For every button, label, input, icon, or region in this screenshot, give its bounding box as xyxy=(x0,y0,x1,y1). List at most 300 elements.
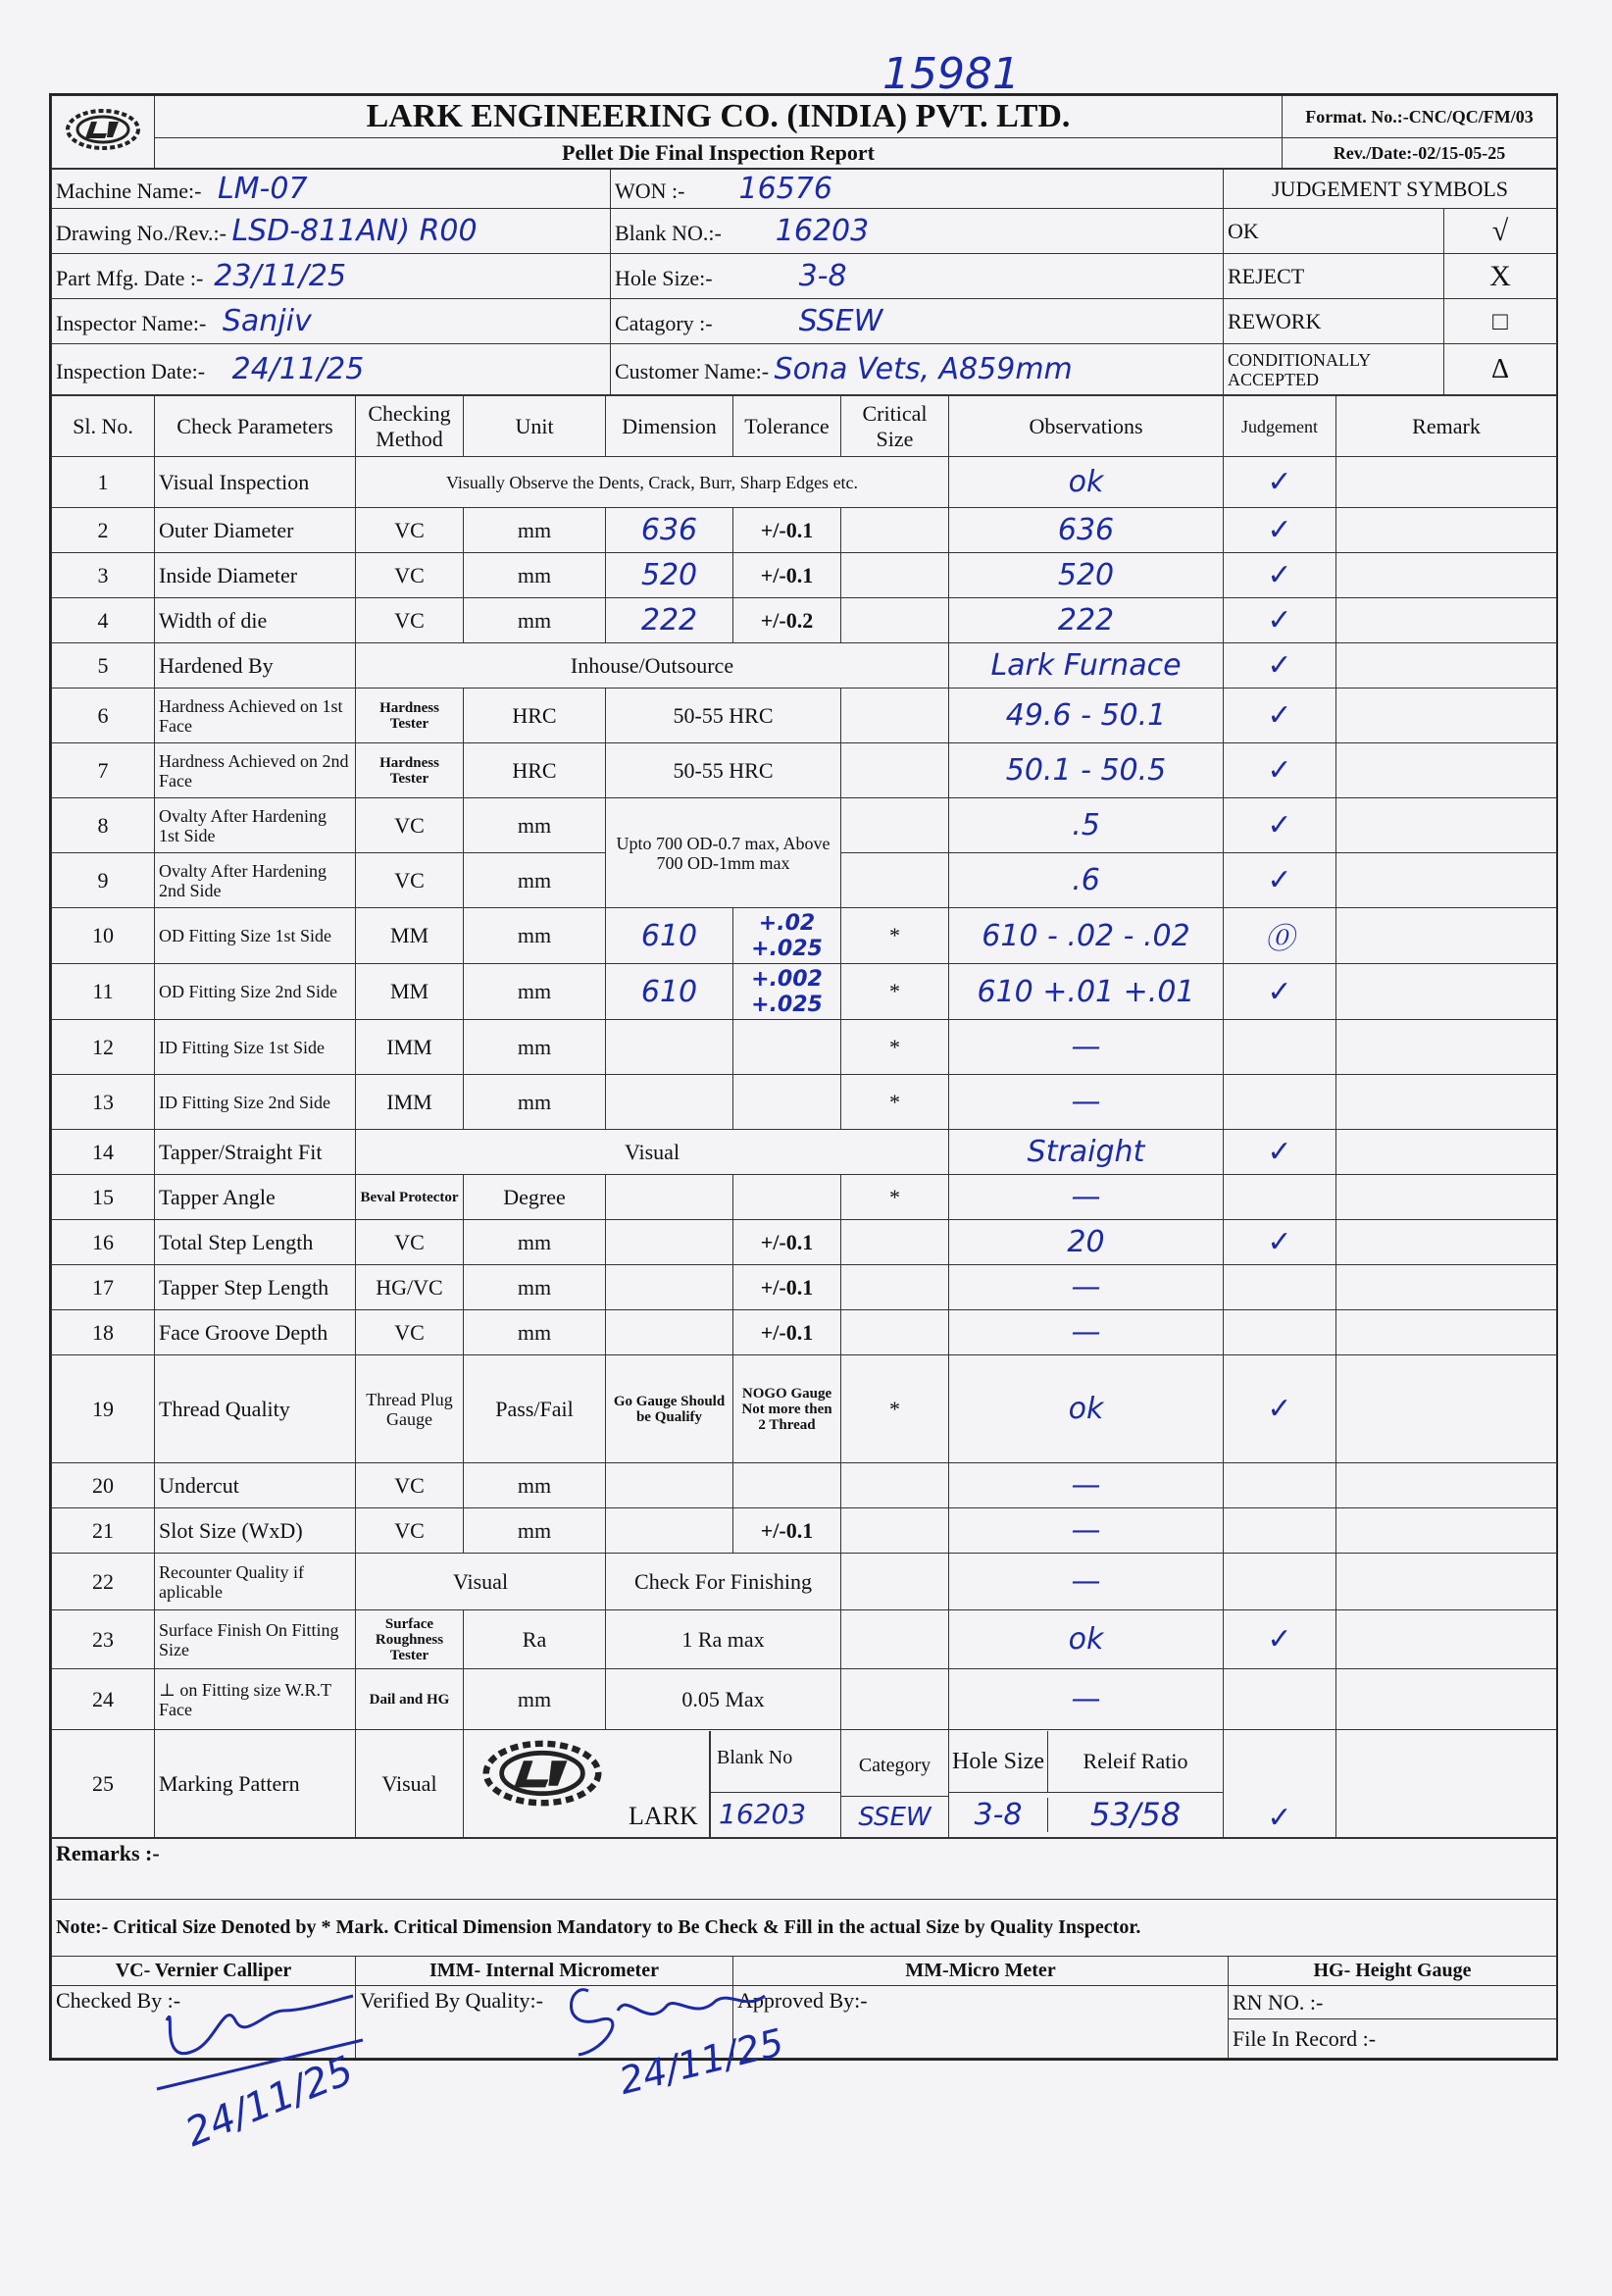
row-observation: — xyxy=(1071,1085,1101,1119)
row-span-spec: Visual xyxy=(624,1139,680,1164)
row-observation: — xyxy=(1071,1682,1101,1716)
col-tolerance: Tolerance xyxy=(733,396,841,457)
row-param: Ovalty After Hardening 1st Side xyxy=(159,805,327,845)
row-judgement: ✓ xyxy=(1267,648,1292,683)
marking-sl: 25 xyxy=(52,1730,155,1838)
verified-by-field: Verified By Quality:- xyxy=(356,1986,733,2059)
symbol-ok-icon: √ xyxy=(1444,209,1557,254)
row-method: MM xyxy=(389,923,429,947)
row-method: IMM xyxy=(386,1034,432,1059)
row-sl: 8 xyxy=(97,812,109,838)
row-param: Total Step Length xyxy=(159,1229,314,1254)
row-remark xyxy=(1336,743,1557,798)
format-number: Format. No.:-CNC/QC/FM/03 xyxy=(1283,96,1557,138)
row-sl: 2 xyxy=(97,517,109,542)
won-value: 16576 xyxy=(738,172,832,206)
marking-remark xyxy=(1336,1730,1557,1838)
row-remark xyxy=(1336,643,1557,689)
table-row xyxy=(52,643,1557,689)
row-observation: 20 xyxy=(1067,1225,1105,1259)
table-row xyxy=(52,1220,1557,1265)
machine-value: LM-07 xyxy=(217,172,308,206)
row-tolerance: +/-0.1 xyxy=(760,1517,814,1543)
blank-label: Blank NO.:- xyxy=(615,221,722,245)
customer-field xyxy=(611,344,1224,395)
ovalty-spec: Upto 700 OD-0.7 max, Above 700 OD-1mm max xyxy=(616,833,831,873)
customer-value: Sona Vets, A859mm xyxy=(774,352,1073,386)
row-critical: * xyxy=(889,1396,900,1421)
approved-by-field: Approved By:- xyxy=(733,1986,1229,2059)
row-remark xyxy=(1336,798,1557,853)
table-row xyxy=(52,1020,1557,1075)
inspector-field xyxy=(52,299,611,344)
row-observation: — xyxy=(1071,1513,1101,1548)
table-row xyxy=(52,964,1557,1020)
row-critical: * xyxy=(889,1089,900,1114)
row-method: VC xyxy=(394,867,425,893)
row-param: Thread Quality xyxy=(159,1396,290,1421)
table-row xyxy=(52,1669,1557,1730)
row-param: OD Fitting Size 1st Side xyxy=(159,926,332,945)
table-row xyxy=(52,598,1557,643)
col-remark: Remark xyxy=(1336,396,1557,457)
checked-by-date: 24/11/25 xyxy=(178,2048,360,2156)
row-sl: 7 xyxy=(97,757,109,783)
row-method: MM xyxy=(389,979,429,1003)
inspector-label: Inspector Name:- xyxy=(56,311,207,335)
row-judgement: ✓ xyxy=(1267,698,1292,733)
row-judgement: ✓ xyxy=(1267,753,1292,788)
row-observation: — xyxy=(1071,1468,1101,1503)
symbol-label-ok: OK xyxy=(1224,209,1444,254)
row-unit: Pass/Fail xyxy=(495,1396,574,1421)
row-observation: 610 - .02 - .02 xyxy=(982,918,1190,953)
row-method: VC xyxy=(394,607,425,633)
handwritten-serial-number: 15981 xyxy=(882,49,1020,99)
row-unit: mm xyxy=(517,812,552,838)
row-observation: ok xyxy=(1068,1392,1104,1426)
row-tolerance: +/-0.1 xyxy=(760,517,814,542)
row-observation: 50.1 - 50.5 xyxy=(1005,753,1167,788)
row-remark xyxy=(1336,1265,1557,1310)
row-method: Thread Plug Gauge xyxy=(366,1389,453,1429)
category-label: Catagory :- xyxy=(615,311,713,335)
row-span-spec: Inhouse/Outsource xyxy=(570,652,734,678)
row-method: VC xyxy=(394,1517,425,1543)
verified-by-date: 24/11/25 xyxy=(615,2020,788,2103)
row-dimension: 222 xyxy=(640,603,698,638)
row-sl: 20 xyxy=(92,1472,114,1498)
row-remark xyxy=(1336,598,1557,643)
row-unit: mm xyxy=(517,1089,552,1114)
row-observation: Straight xyxy=(1027,1135,1145,1169)
row-tolerance: +/-0.1 xyxy=(760,562,814,587)
blank-field xyxy=(611,209,1224,254)
inspection-sheet xyxy=(49,93,1558,2061)
row-param: Hardened By xyxy=(159,652,274,678)
row-observation: .6 xyxy=(1072,863,1100,897)
row-sl: 24 xyxy=(92,1686,114,1711)
row-judgement: ✓ xyxy=(1267,863,1292,897)
marking-method: Visual xyxy=(356,1730,464,1838)
row-tolerance: +/-0.1 xyxy=(760,1319,814,1345)
row-tolerance: +.02 +.025 xyxy=(751,911,823,961)
company-name: LARK ENGINEERING CO. (INDIA) PVT. LTD. xyxy=(155,96,1283,138)
table-row xyxy=(52,1265,1557,1310)
row-remark xyxy=(1336,964,1557,1020)
row-unit: HRC xyxy=(512,702,557,728)
row-unit: mm xyxy=(517,1229,552,1254)
col-unit: Unit xyxy=(464,396,606,457)
hole-size-field xyxy=(611,254,1224,299)
row-sl: 13 xyxy=(92,1089,114,1114)
table-row xyxy=(52,1130,1557,1175)
col-param: Check Parameters xyxy=(155,396,356,457)
row-observation: — xyxy=(1071,1180,1101,1214)
row-param: Slot Size (WxD) xyxy=(159,1517,303,1543)
row-remark xyxy=(1336,1554,1557,1610)
row-method: VC xyxy=(394,517,425,542)
inspection-rows xyxy=(52,457,1557,1730)
marking-relief-value: 53/58 xyxy=(1089,1796,1182,1833)
table-row xyxy=(52,1175,1557,1220)
table-row xyxy=(52,457,1557,508)
row-judgement: ✓ xyxy=(1267,974,1292,1009)
row-remark xyxy=(1336,1075,1557,1130)
row-sl: 9 xyxy=(97,867,109,893)
table-row xyxy=(52,1463,1557,1508)
table-row xyxy=(52,1310,1557,1355)
row-unit: mm xyxy=(517,1472,552,1498)
symbol-conditional-icon: Δ xyxy=(1444,344,1557,395)
legend-hg: HG- Height Gauge xyxy=(1229,1957,1557,1986)
judgement-symbols-title: JUDGEMENT SYMBOLS xyxy=(1224,170,1557,209)
row-sl: 17 xyxy=(92,1274,114,1300)
symbol-rework-icon: □ xyxy=(1444,299,1557,344)
marking-blank-value: 16203 xyxy=(719,1797,807,1830)
table-row xyxy=(52,553,1557,598)
row-remark xyxy=(1336,508,1557,553)
row-remark xyxy=(1336,1463,1557,1508)
row-param: Face Groove Depth xyxy=(159,1319,328,1345)
row-observation: Lark Furnace xyxy=(990,648,1182,683)
row-unit: mm xyxy=(517,1686,552,1711)
row-method: VC xyxy=(394,562,425,587)
row-param: Hardness Achieved on 2nd Face xyxy=(159,750,349,791)
row-dimension: 636 xyxy=(640,513,698,547)
row-spec: 1 Ra max xyxy=(681,1626,765,1652)
row-tolerance: +.002 +.025 xyxy=(751,967,823,1017)
inspection-table xyxy=(51,395,1557,1838)
marking-hole-value: 3-8 xyxy=(949,1798,1048,1832)
row-sl: 11 xyxy=(92,979,114,1003)
mfg-value: 23/11/25 xyxy=(214,259,347,293)
col-sl: Sl. No. xyxy=(52,396,155,457)
marking-pattern-row xyxy=(52,1730,1557,1838)
row-critical: * xyxy=(889,979,900,1003)
row-sl: 10 xyxy=(92,923,114,947)
row-remark xyxy=(1336,1310,1557,1355)
row-critical: * xyxy=(889,1034,900,1059)
row-remark xyxy=(1336,853,1557,908)
row-unit: mm xyxy=(517,562,552,587)
row-method: VC xyxy=(394,1319,425,1345)
row-unit: mm xyxy=(517,1274,552,1300)
row-sl: 18 xyxy=(92,1319,114,1345)
symbol-label-reject: REJECT xyxy=(1224,254,1444,299)
row-method: IMM xyxy=(386,1089,432,1114)
row-judgement: ✓ xyxy=(1267,465,1292,499)
row-remark xyxy=(1336,1220,1557,1265)
hole-value: 3-8 xyxy=(798,259,847,293)
row-remark xyxy=(1336,553,1557,598)
table-row xyxy=(52,908,1557,964)
symbol-label-rework: REWORK xyxy=(1224,299,1444,344)
inspector-value: Sanjiv xyxy=(222,304,312,338)
row-dimension: Go Gauge Should be Qualify xyxy=(613,1393,726,1425)
lark-stamp-icon xyxy=(474,1739,611,1808)
table-row xyxy=(52,1355,1557,1463)
legend-vc: VC- Vernier Calliper xyxy=(52,1957,356,1986)
row-dimension: 610 xyxy=(640,918,698,953)
row-judgement: ✓ xyxy=(1267,1135,1292,1169)
row-sl: 5 xyxy=(97,652,109,678)
row-sl: 4 xyxy=(97,607,109,633)
inspdate-label: Inspection Date:- xyxy=(56,359,206,383)
row-tolerance: +/-0.2 xyxy=(760,607,814,633)
row-remark xyxy=(1336,1355,1557,1463)
table-row xyxy=(52,798,1557,853)
row-param: Outer Diameter xyxy=(159,517,294,542)
row-observation: 49.6 - 50.1 xyxy=(1005,698,1167,733)
checked-by-field: Checked By :- xyxy=(52,1986,356,2059)
header-table xyxy=(51,95,1557,169)
won-label: WON :- xyxy=(615,179,685,203)
row-param: Tapper Step Length xyxy=(159,1274,329,1300)
row-judgement: ⓪ xyxy=(1265,922,1294,956)
lark-text: LARK xyxy=(629,1801,698,1830)
table-row xyxy=(52,1075,1557,1130)
drawing-value: LSD-811AN) R00 xyxy=(231,214,478,248)
table-row xyxy=(52,508,1557,553)
col-observations: Observations xyxy=(949,396,1224,457)
row-method: VC xyxy=(394,812,425,838)
row-sl: 15 xyxy=(92,1184,114,1209)
row-observation: ok xyxy=(1068,465,1104,499)
inspdate-value: 24/11/25 xyxy=(231,352,365,386)
row-remark xyxy=(1336,1020,1557,1075)
row-remark xyxy=(1336,1669,1557,1730)
row-observation: 520 xyxy=(1057,558,1115,592)
row-method: Visual xyxy=(452,1568,509,1594)
row-method: Hardness Tester xyxy=(379,754,439,787)
row-method: VC xyxy=(394,1472,425,1498)
row-sl: 1 xyxy=(97,469,109,494)
row-unit: mm xyxy=(517,607,552,633)
row-sl: 21 xyxy=(92,1517,114,1543)
row-observation: — xyxy=(1071,1030,1101,1064)
row-remark xyxy=(1336,457,1557,508)
machine-name-field xyxy=(52,170,611,209)
row-spec: Check For Finishing xyxy=(634,1568,812,1594)
hole-size-header: Hole Size xyxy=(949,1731,1048,1792)
category-value: SSEW xyxy=(798,304,883,338)
row-unit: mm xyxy=(517,979,552,1003)
row-sl: 22 xyxy=(92,1568,114,1594)
legend-mm: MM-Micro Meter xyxy=(733,1957,1229,1986)
row-spec: 50-55 HRC xyxy=(673,702,774,728)
row-sl: 12 xyxy=(92,1034,114,1059)
row-param: Visual Inspection xyxy=(159,469,310,494)
row-sl: 14 xyxy=(92,1139,114,1164)
row-judgement: ✓ xyxy=(1267,603,1292,638)
row-observation: — xyxy=(1071,1564,1101,1599)
row-remark xyxy=(1336,1508,1557,1554)
row-param: Inside Diameter xyxy=(159,562,298,587)
row-param: Tapper/Straight Fit xyxy=(159,1139,323,1164)
table-row xyxy=(52,1554,1557,1610)
mfg-date-field xyxy=(52,254,611,299)
row-tolerance: +/-0.1 xyxy=(760,1274,814,1300)
row-unit: Ra xyxy=(522,1626,547,1652)
row-sl: 3 xyxy=(97,562,109,587)
row-param: ID Fitting Size 2nd Side xyxy=(159,1092,330,1112)
drawing-field xyxy=(52,209,611,254)
blank-value: 16203 xyxy=(775,214,870,248)
company-logo xyxy=(52,96,155,169)
row-param: Surface Finish On Fitting Size xyxy=(159,1619,339,1659)
row-param: Undercut xyxy=(159,1472,239,1498)
row-unit: mm xyxy=(517,1319,552,1345)
row-method: Surface Roughness Tester xyxy=(375,1615,444,1663)
row-critical: * xyxy=(889,923,900,947)
row-observation: 636 xyxy=(1057,513,1115,547)
row-observation: 610 +.01 +.01 xyxy=(977,974,1195,1009)
row-remark xyxy=(1336,1610,1557,1669)
critical-size-note: Note:- Critical Size Denoted by * Mark. Critical Dimension Mandatory to Be Check & Fill in the actual Size by Quality Inspector. xyxy=(52,1900,1557,1957)
row-sl: 23 xyxy=(92,1626,114,1652)
row-sl: 19 xyxy=(92,1396,114,1421)
row-param: Recounter Quality if aplicable xyxy=(159,1561,304,1602)
file-record-field: File In Record :- xyxy=(1229,2019,1557,2059)
row-observation: 222 xyxy=(1057,603,1115,638)
row-remark xyxy=(1336,1130,1557,1175)
marking-stamp-cell xyxy=(464,1730,841,1838)
table-header-row xyxy=(52,396,1557,457)
category-header: Category xyxy=(841,1735,948,1797)
row-method: VC xyxy=(394,1229,425,1254)
row-dimension: 610 xyxy=(640,974,698,1009)
row-observation: — xyxy=(1071,1315,1101,1350)
row-param: Width of die xyxy=(159,607,268,633)
row-unit: mm xyxy=(517,923,552,947)
row-sl: 16 xyxy=(92,1229,114,1254)
col-dimension: Dimension xyxy=(606,396,733,457)
row-unit: mm xyxy=(517,1034,552,1059)
row-observation: ok xyxy=(1068,1622,1104,1657)
info-table xyxy=(51,169,1557,395)
row-method: Dail and HG xyxy=(369,1691,450,1708)
table-row xyxy=(52,689,1557,743)
row-judgement: ✓ xyxy=(1267,1392,1292,1426)
relief-ratio-header: Releif Ratio xyxy=(1083,1749,1188,1773)
row-param: OD Fitting Size 2nd Side xyxy=(159,982,338,1001)
row-spec: 0.05 Max xyxy=(681,1686,765,1711)
row-param: ID Fitting Size 1st Side xyxy=(159,1037,326,1057)
row-unit: Degree xyxy=(503,1184,566,1209)
row-span-spec: Visually Observe the Dents, Crack, Burr, Sharp Edges etc. xyxy=(445,472,859,492)
row-method: Hardness Tester xyxy=(379,699,439,732)
symbol-reject-icon: X xyxy=(1444,254,1557,299)
category-field xyxy=(611,299,1224,344)
won-field xyxy=(611,170,1224,209)
revision-date: Rev./Date:-02/15-05-25 xyxy=(1283,138,1557,169)
row-judgement: ✓ xyxy=(1267,1225,1292,1259)
row-observation: — xyxy=(1071,1270,1101,1304)
inspection-date-field xyxy=(52,344,611,395)
table-row xyxy=(52,743,1557,798)
row-unit: mm xyxy=(517,517,552,542)
marking-category-cell xyxy=(841,1730,949,1838)
row-unit: HRC xyxy=(512,757,557,783)
marking-param: Marking Pattern xyxy=(155,1730,356,1838)
row-method: HG/VC xyxy=(376,1274,443,1300)
table-row xyxy=(52,1508,1557,1554)
col-method: Checking Method xyxy=(356,396,464,457)
row-remark xyxy=(1336,1175,1557,1220)
col-critical: Critical Size xyxy=(841,396,949,457)
row-critical: * xyxy=(889,1184,900,1209)
gear-logo-icon xyxy=(64,108,142,151)
report-title: Pellet Die Final Inspection Report xyxy=(155,138,1283,169)
table-row xyxy=(52,1610,1557,1669)
row-unit: mm xyxy=(517,1517,552,1543)
row-param: Tapper Angle xyxy=(159,1184,276,1209)
row-judgement: ✓ xyxy=(1267,513,1292,547)
row-tolerance: NOGO Gauge Not more then 2 Thread xyxy=(741,1385,832,1433)
row-sl: 6 xyxy=(97,702,109,728)
row-tolerance: +/-0.1 xyxy=(760,1229,814,1254)
legend-imm: IMM- Internal Micrometer xyxy=(356,1957,733,1986)
rn-no-field: RN NO. :- xyxy=(1229,1986,1557,2019)
row-observation: .5 xyxy=(1072,808,1100,842)
marking-judgement: ✓ xyxy=(1224,1730,1336,1838)
marking-hole-relief-cell xyxy=(949,1730,1224,1838)
row-param: Hardness Achieved on 1st Face xyxy=(159,695,343,736)
row-judgement: ✓ xyxy=(1267,808,1292,842)
mfg-label: Part Mfg. Date :- xyxy=(56,266,204,290)
row-param: Ovalty After Hardening 2nd Side xyxy=(159,860,327,900)
row-judgement: ✓ xyxy=(1267,1622,1292,1657)
row-unit: mm xyxy=(517,867,552,893)
row-method: Beval Protector xyxy=(360,1189,459,1205)
row-remark xyxy=(1336,689,1557,743)
remarks-label: Remarks :- xyxy=(52,1839,1557,1900)
row-dimension: 520 xyxy=(640,558,698,592)
customer-label: Customer Name:- xyxy=(615,359,770,383)
drawing-label: Drawing No./Rev.:- xyxy=(56,221,227,245)
symbol-label-conditional: CONDITIONALLY ACCEPTED xyxy=(1224,344,1444,395)
row-param: ⊥ on Fitting size W.R.T Face xyxy=(159,1679,331,1719)
row-spec: 50-55 HRC xyxy=(673,757,774,783)
machine-label: Machine Name:- xyxy=(56,179,202,203)
row-judgement: ✓ xyxy=(1267,558,1292,592)
marking-category-value: SSEW xyxy=(858,1803,932,1832)
blank-no-header: Blank No xyxy=(717,1746,793,1768)
row-remark xyxy=(1336,908,1557,964)
hole-label: Hole Size:- xyxy=(615,266,713,290)
col-judgement: Judgement xyxy=(1224,396,1336,457)
